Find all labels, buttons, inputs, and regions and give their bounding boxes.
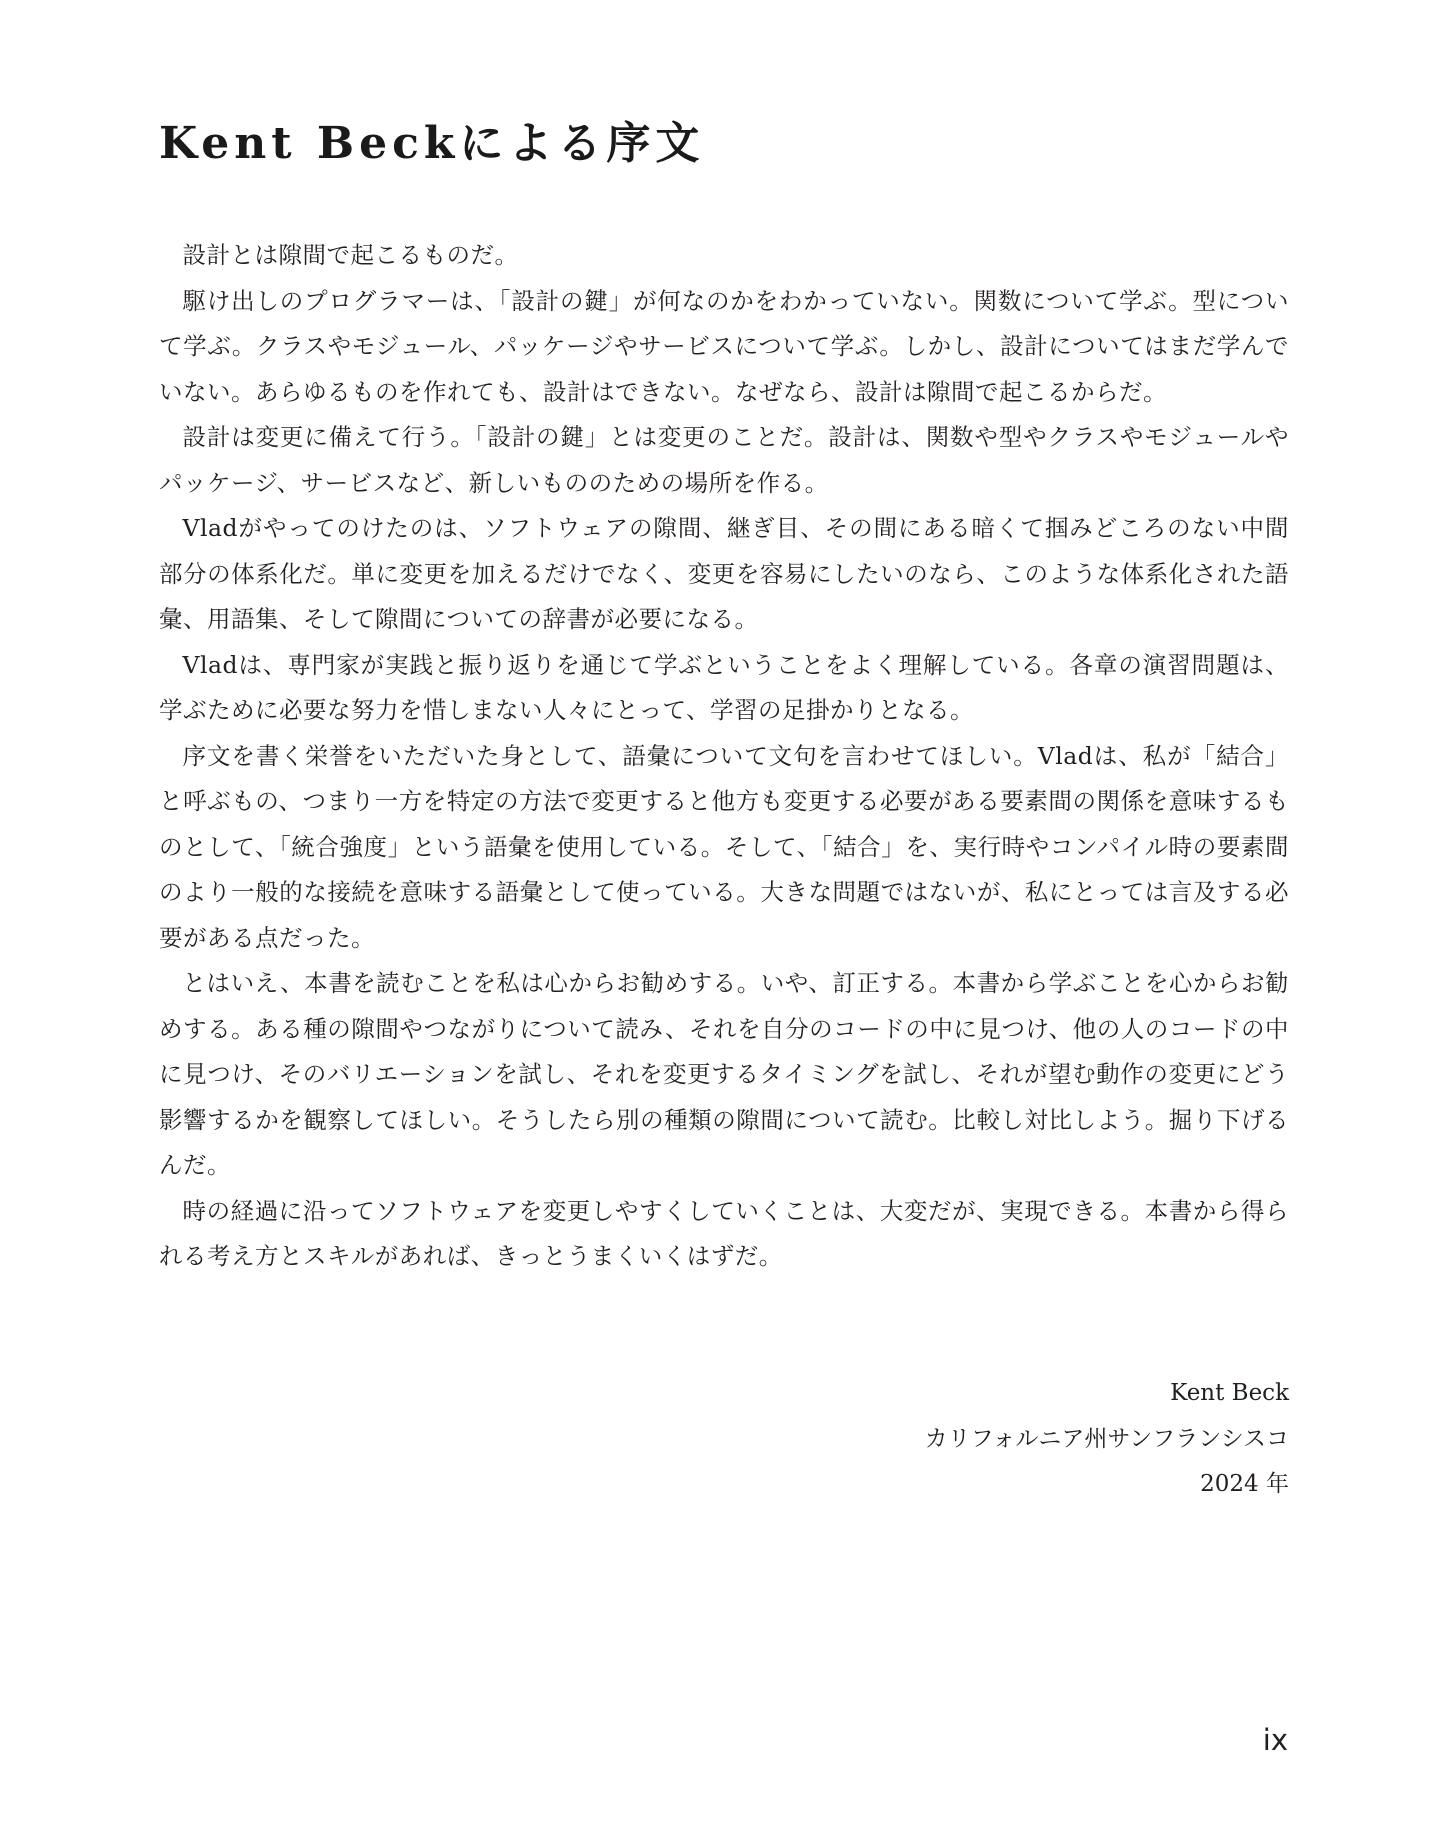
page-title: Kent Beckによる序文 [159,118,705,169]
paragraph: Vladがやってのけたのは、ソフトウェアの隙間、継ぎ目、その間にある暗くて掴みどころのない中間部分の体系化だ。単に変更を加えるだけでなく、変更を容易にしたいのなら、このような体系化された語彙、用語集、そして隙間についての辞書が必要になる。 [159,514,1289,633]
paragraph: Vladは、専門家が実践と振り返りを通じて学ぶということをよく理解している。各章の演習問題は、学ぶために必要な努力を惜しまない人々にとって、学習の足掛かりとなる。 [159,650,1289,724]
signature-name: Kent Beck [1170,1380,1289,1406]
signature-block [925,1371,1289,1508]
paragraph: 駆け出しのプログラマーは、「設計の鍵」が何なのかをわかっていない。関数について学ぶ。型について学ぶ。クラスやモジュール、パッケージやサービスについて学ぶ。しかし、設計についてはまだ学んでいない。あらゆるものを作れても、設計はできない。なぜなら、設計は隙間で起こるからだ。 [159,286,1289,406]
paragraph: 時の経過に沿ってソフトウェアを変更しやすくしていくことは、大変だが、実現できる。本書から得られる考え方とスキルがあれば、きっとうまくいくはずだ。 [159,1196,1289,1270]
paragraph: 序文を書く栄誉をいただいた身として、語彙について文句を言わせてほしい。Vladは、私が「結合」と呼ぶもの、つまり一方を特定の方法で変更すると他方も変更する必要がある要素間の関係を意味するものとして、「統合強度」という語彙を使用している。そして、「結合」を、実行時やコンパイル時の要素間のより一般的な接続を意味する語彙として使っている。大きな問題ではないが、私にとっては言及する必要がある点だった。 [159,741,1289,952]
signature-year: 2024 年 [1200,1471,1289,1497]
signature-location: カリフォルニア州サンフランシスコ [924,1425,1289,1452]
paragraph: 設計とは隙間で起こるものだ。 [182,241,519,269]
foreword-body [159,233,1289,1280]
paragraph: 設計は変更に備えて行う。「設計の鍵」とは変更のことだ。設計は、関数や型やクラスやモジュールやパッケージ、サービスなど、新しいもののための場所を作る。 [159,423,1289,497]
page-number: ix [1262,1723,1288,1757]
paragraph: とはいえ、本書を読むことを私は心からお勧めする。いや、訂正する。本書から学ぶことを心からお勧めする。ある種の隙間やつながりについて読み、それを自分のコードの中に見つけ、他の人のコードの中に見つけ、そのバリエーションを試し、それを変更するタイミングを試し、それが望む動作の変更にどう影響するかを観察してほしい。そうしたら別の種類の隙間について読む。比較し対比しよう。掘り下げるんだ。 [159,969,1289,1179]
